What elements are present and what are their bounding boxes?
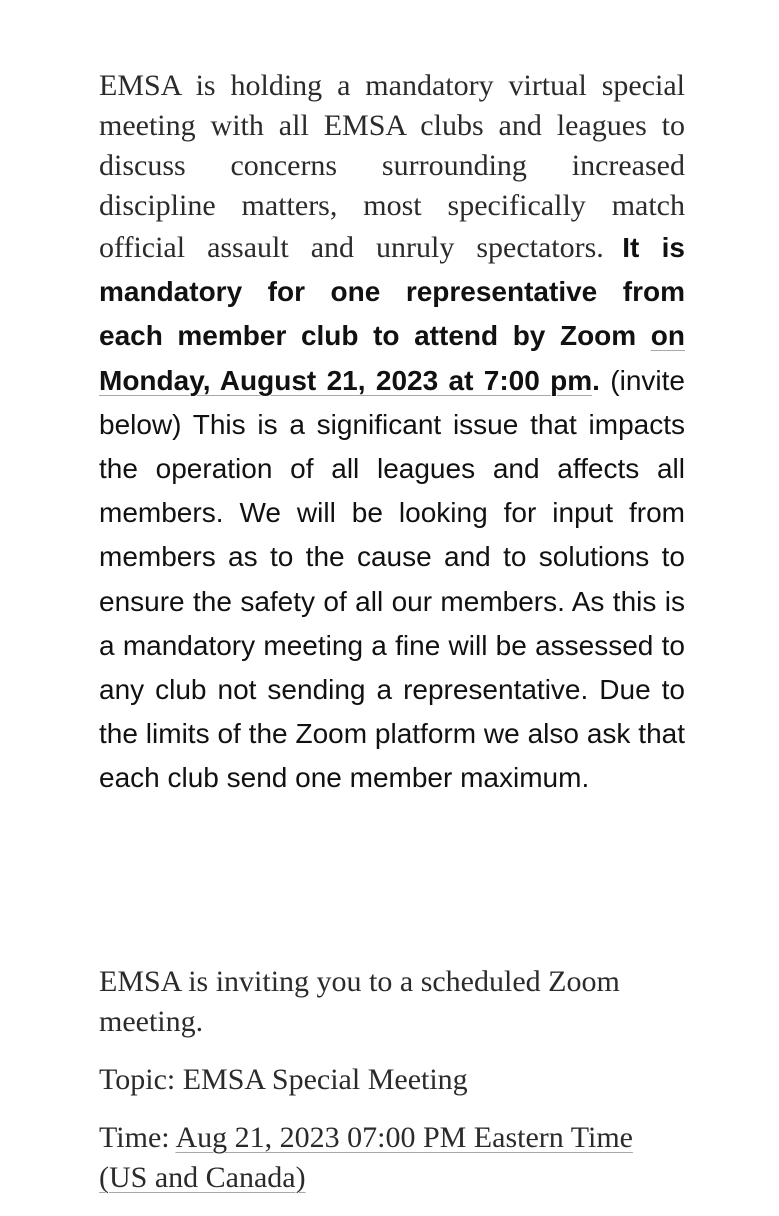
invite-time <box>99 1118 699 1198</box>
invite-topic: Topic: EMSA Special Meeting <box>99 1063 468 1096</box>
intro-text: EMSA is holding a mandatory virtual special meeting with all EMSA clubs and leagues to discuss concerns surrounding increased discipline matters, most specifically match official assault and unruly spectators. <box>99 69 685 264</box>
invite-time-label: Time: <box>99 1121 176 1154</box>
announcement-text <box>99 66 685 801</box>
mandatory-statement-period: . <box>592 364 600 396</box>
announcement-paragraph <box>99 66 685 801</box>
invite-time-link[interactable]: Aug 21, 2023 07:00 PM Eastern Time <box>175 1121 633 1154</box>
mandatory-statement: It is mandatory for one representative from each member club to attend by Zoom <box>99 232 686 352</box>
invite-line: EMSA is inviting you to a scheduled Zoom meeting. <box>99 965 620 1038</box>
zoom-invite <box>99 962 699 1216</box>
invite-time-zone[interactable]: (US and Canada) <box>99 1161 306 1194</box>
meeting-date-link[interactable]: on Monday, August 21, 2023 at 7:00 pm <box>99 320 685 396</box>
announcement-body: (invite below) This is a significant issue that impacts the operation of all leagues and affects all members. We will be looking for input from members as to the cause and to solutions to ensure the safety of all our members. As this is a mandatory meeting a fine will be assessed to any club not sending a representative. Due to the limits of the Zoom platform we also ask that each club send one member maximum. <box>99 364 685 794</box>
